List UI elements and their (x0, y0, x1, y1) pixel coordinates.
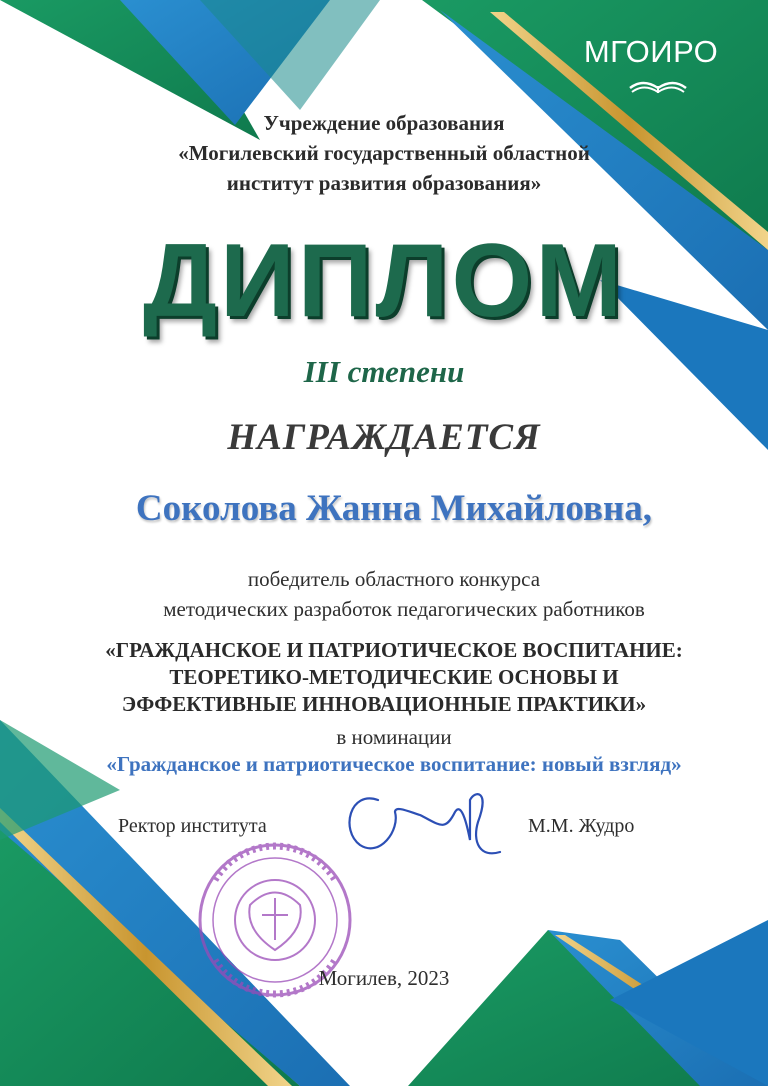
recipient-name: Соколова Жанна Михайловна, (135, 488, 653, 529)
open-book-icon (628, 72, 688, 94)
signature-position: Ректор института (118, 815, 267, 837)
nomination-value: «Гражданское и патриотическое воспитание: новый взгляд» (106, 752, 682, 776)
contest-title-line-3: ЭФФЕКТИВНЫЕ ИННОВАЦИОННЫЕ ПРАКТИКИ» (121, 692, 647, 716)
nomination-label: в номинации (336, 725, 452, 749)
contest-title-line-2: ТЕОРЕТИКО-МЕТОДИЧЕСКИЕ ОСНОВЫ И (169, 665, 619, 689)
diploma-title: ДИПЛОМ (142, 223, 626, 339)
mgoiro-logo (556, 30, 756, 110)
institution-line-2: «Могилевский государственный областной (178, 141, 590, 165)
institution-line-1: Учреждение образования (263, 111, 505, 135)
description-line-2: методических разработок педагогических работников (163, 597, 645, 621)
signature-scribble (350, 794, 500, 853)
contest-title-line-1: «ГРАЖДАНСКОЕ И ПАТРИОТИЧЕСКОЕ ВОСПИТАНИЕ: (105, 638, 683, 662)
awarded-label: НАГРАЖДАЕТСЯ (227, 417, 541, 458)
signature-name: М.М. Жудро (528, 815, 635, 837)
logo-text: МГОИРО (583, 34, 719, 69)
description-line-1: победитель областного конкурса (247, 567, 541, 591)
institution-line-3: институт развития образования» (226, 171, 542, 195)
diploma-degree: III степени (303, 354, 465, 389)
place-date: Могилев, 2023 (318, 966, 450, 990)
